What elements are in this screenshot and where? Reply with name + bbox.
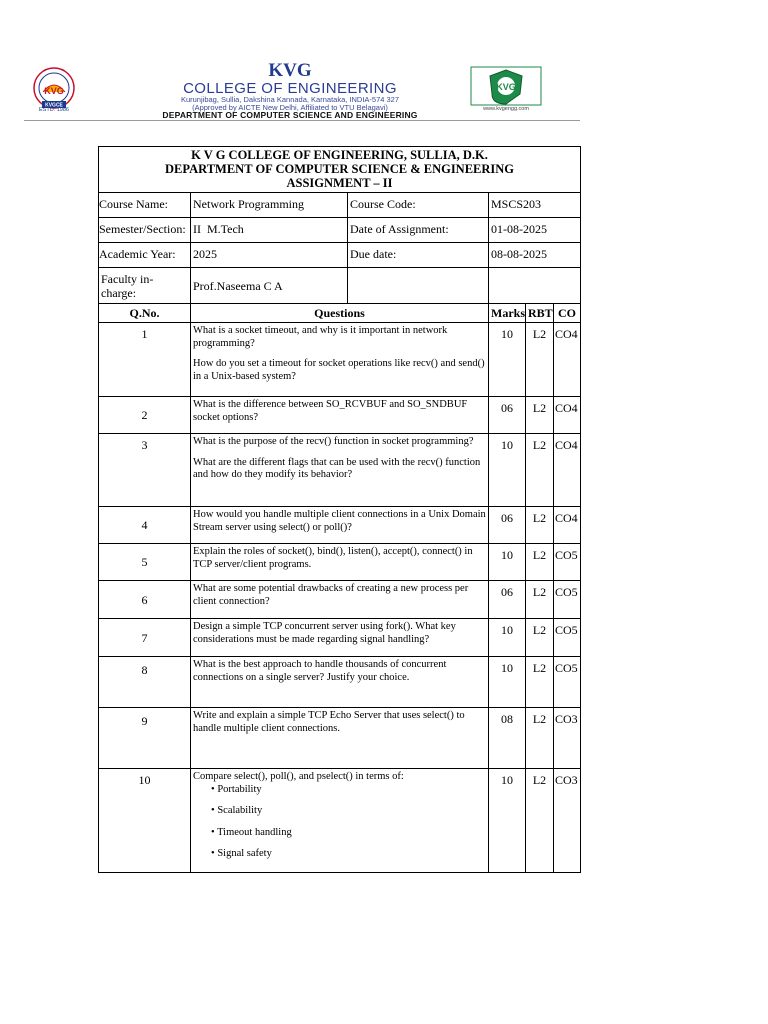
title-line-3: ASSIGNMENT – II xyxy=(286,176,393,190)
course-code-value: MSCS203 xyxy=(489,193,581,218)
list-item: • Scalability xyxy=(211,805,263,816)
question-co: CO4 xyxy=(554,323,581,397)
table-row xyxy=(99,397,581,434)
question-marks: 10 xyxy=(489,657,526,708)
question-number: 10 xyxy=(99,769,191,873)
question-number: 6 xyxy=(99,581,191,619)
question-co: CO4 xyxy=(554,397,581,434)
semester-value: II M.Tech xyxy=(191,218,348,243)
question-marks: 10 xyxy=(489,323,526,397)
question-marks: 10 xyxy=(489,434,526,507)
course-name-value: Network Programming xyxy=(191,193,348,218)
approval-line: (Approved by AICTE New Delhi, Affiliated to VTU Belagavi) xyxy=(192,103,388,112)
question-co: CO4 xyxy=(554,434,581,507)
assignment-table xyxy=(98,146,581,873)
list-item-label: Timeout handling xyxy=(217,826,292,838)
table-row xyxy=(99,544,581,581)
list-item: • Portability xyxy=(211,783,262,795)
svg-text:KVG: KVG xyxy=(44,86,64,96)
question-paragraph: How would you handle multiple client connections in a Unix Domain Stream server using select() or poll()? xyxy=(193,509,486,533)
col-header-co: CO xyxy=(554,304,581,323)
question-marks: 06 xyxy=(489,507,526,544)
question-paragraph: Explain the roles of socket(), bind(), listen(), accept(), connect() in TCP server/client programs. xyxy=(193,546,473,570)
kvg-shield-logo xyxy=(470,66,542,106)
question-text xyxy=(191,581,489,619)
course-name-label: Course Name: xyxy=(99,193,191,218)
website-text: www.kvgengg.com xyxy=(483,106,529,112)
academic-year-value: 2025 xyxy=(191,243,348,268)
question-paragraph: What is the purpose of the recv() function in socket programming? xyxy=(193,436,474,447)
question-number: 9 xyxy=(99,708,191,769)
course-code-label: Course Code: xyxy=(348,193,489,218)
question-text xyxy=(191,708,489,769)
question-co: CO4 xyxy=(554,507,581,544)
question-co: CO5 xyxy=(554,581,581,619)
criteria-list xyxy=(193,784,486,861)
faculty-empty-cell xyxy=(348,268,489,304)
svg-text:KVGCE: KVGCE xyxy=(45,102,63,109)
question-marks: 06 xyxy=(489,581,526,619)
question-paragraph: How do you set a timeout for socket operations like recv() and send() in a Unix-based system? xyxy=(193,358,485,382)
question-rbt: L2 xyxy=(526,397,554,434)
question-text xyxy=(191,507,489,544)
question-text xyxy=(191,769,489,873)
faculty-value: Prof.Naseema C A xyxy=(191,268,348,304)
question-number: 1 xyxy=(99,323,191,397)
question-text xyxy=(191,434,489,507)
faculty-empty-cell-2 xyxy=(489,268,581,304)
question-marks: 10 xyxy=(489,769,526,873)
address-line: Kurunjibag, Sullia, Dakshina Kannada, Karnataka, INDIA-574 327 xyxy=(180,95,400,104)
table-row xyxy=(99,769,581,873)
assignment-sheet xyxy=(98,146,580,873)
title-line-2: DEPARTMENT OF COMPUTER SCIENCE & ENGINEERING xyxy=(165,162,515,176)
question-number: 3 xyxy=(99,434,191,507)
brand-title: KVG xyxy=(268,60,312,81)
question-paragraph: What are some potential drawbacks of creating a new process per client connection? xyxy=(193,583,469,607)
col-header-rbt: RBT xyxy=(526,304,554,323)
list-item-label: Portability xyxy=(217,783,262,795)
question-co: CO5 xyxy=(554,657,581,708)
table-row xyxy=(99,619,581,657)
question-marks: 10 xyxy=(489,544,526,581)
question-marks: 08 xyxy=(489,708,526,769)
date-assignment-label: Date of Assignment: xyxy=(348,218,489,243)
due-date-label: Due date: xyxy=(348,243,489,268)
question-paragraph: Write and explain a simple TCP Echo Server that uses select() to handle multiple client connections. xyxy=(193,710,465,734)
due-date-value: 08-08-2025 xyxy=(489,243,581,268)
question-marks: 10 xyxy=(489,619,526,657)
question-text xyxy=(191,397,489,434)
question-paragraph: What is the best approach to handle thousands of concurrent connections on a single server? Justify your choice. xyxy=(193,659,447,683)
question-paragraph: What is the difference between SO_RCVBUF and SO_SNDBUF socket options? xyxy=(193,399,468,423)
question-rbt: L2 xyxy=(526,507,554,544)
college-title: COLLEGE OF ENGINEERING xyxy=(183,80,397,97)
svg-text:KVG: KVG xyxy=(496,82,516,92)
letterhead-divider xyxy=(24,120,580,121)
title-line-1: K V G COLLEGE OF ENGINEERING, SULLIA, D.K. xyxy=(191,148,488,162)
question-number: 8 xyxy=(99,657,191,708)
question-paragraph: What are the different flags that can be used with the recv() function and how do they modify its behavior? xyxy=(193,456,481,480)
question-number: 7 xyxy=(99,619,191,657)
table-row xyxy=(99,507,581,544)
question-co: CO5 xyxy=(554,619,581,657)
col-header-qno: Q.No. xyxy=(99,304,191,323)
question-marks: 06 xyxy=(489,397,526,434)
col-header-questions: Questions xyxy=(191,304,489,323)
table-row xyxy=(99,581,581,619)
estd-text: ESTD: 1986 xyxy=(39,107,69,113)
question-text xyxy=(191,619,489,657)
date-assignment-value: 01-08-2025 xyxy=(489,218,581,243)
semester-label: Semester/Section: xyxy=(99,218,191,243)
question-rbt: L2 xyxy=(526,769,554,873)
question-rbt: L2 xyxy=(526,619,554,657)
col-header-marks: Marks xyxy=(489,304,526,323)
academic-year-label: Academic Year: xyxy=(99,243,191,268)
department-title: DEPARTMENT OF COMPUTER SCIENCE AND ENGINEERING xyxy=(162,110,418,120)
question-rbt: L2 xyxy=(526,581,554,619)
question-text xyxy=(191,323,489,397)
question-paragraph: What is a socket timeout, and why is it important in network programming? xyxy=(193,325,448,349)
faculty-label: Faculty in-charge: xyxy=(99,268,191,304)
question-number: 2 xyxy=(99,397,191,434)
question-text xyxy=(191,657,489,708)
table-row xyxy=(99,323,581,397)
question-co: CO5 xyxy=(554,544,581,581)
question-number: 4 xyxy=(99,507,191,544)
question-paragraph: Compare select(), poll(), and pselect() in terms of: xyxy=(193,771,404,782)
list-item-label: Scalability xyxy=(217,805,263,816)
question-number: 5 xyxy=(99,544,191,581)
question-paragraph: Design a simple TCP concurrent server using fork(). What key considerations must be made regarding signal handling? xyxy=(193,621,456,645)
question-rbt: L2 xyxy=(526,323,554,397)
table-row xyxy=(99,708,581,769)
sheet-title xyxy=(99,147,581,193)
question-text xyxy=(191,544,489,581)
question-rbt: L2 xyxy=(526,544,554,581)
question-rbt: L2 xyxy=(526,657,554,708)
question-rbt: L2 xyxy=(526,434,554,507)
question-co: CO3 xyxy=(554,708,581,769)
table-row xyxy=(99,657,581,708)
list-item: • Signal safety xyxy=(211,848,272,859)
question-rbt: L2 xyxy=(526,708,554,769)
list-item: • Timeout handling xyxy=(211,826,292,838)
table-row xyxy=(99,434,581,507)
question-co: CO3 xyxy=(554,769,581,873)
list-item-label: Signal safety xyxy=(217,848,272,859)
